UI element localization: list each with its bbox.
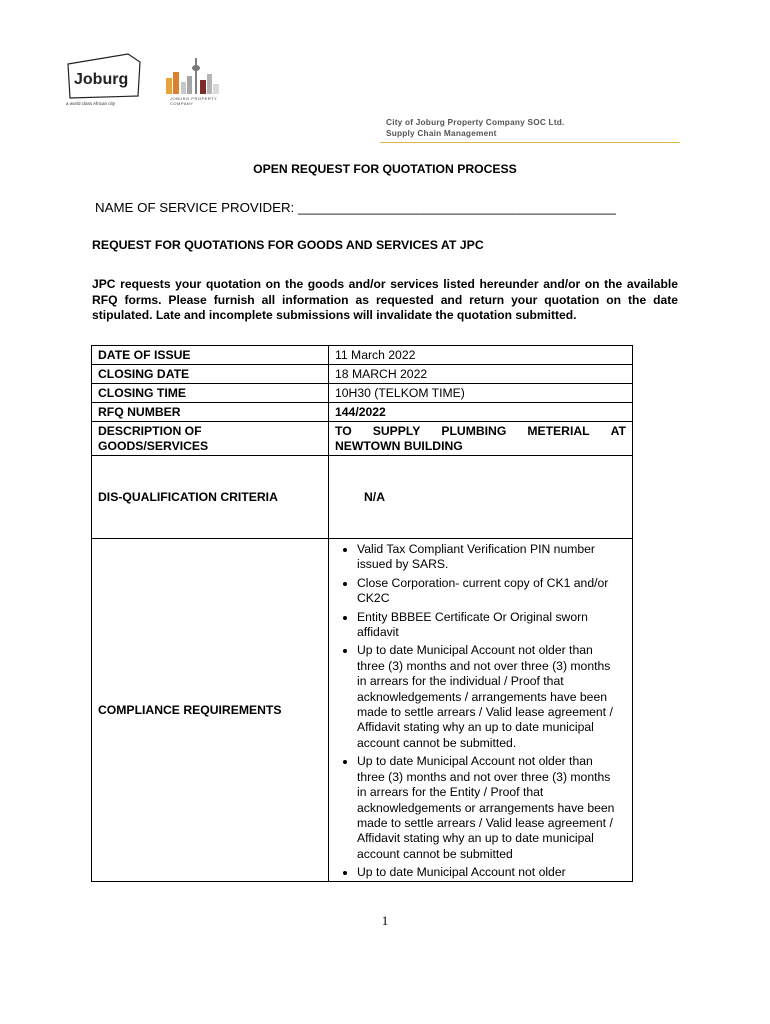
table-row [92, 456, 633, 539]
description-value-line1 [335, 424, 626, 439]
description-value [329, 422, 633, 456]
company-header [386, 117, 565, 139]
closing-time-label: CLOSING TIME [92, 384, 329, 403]
list-item: • Close Corporation- current copy of CK1 and/or CK2C [357, 576, 622, 607]
page-number: 1 [381, 913, 389, 928]
list-item: • Up to date Municipal Account not older than three (3) months and not over three (3) months in arrears for the Entity / Proof that acknowledgements or arrangements have been made to settle arrears / Valid lease agreement / Affidavit stating why an up to date municipal account cannot be submitted [357, 754, 622, 862]
description-label-line1: DESCRIPTION OF [98, 424, 202, 438]
list-item: • Valid Tax Compliant Verification PIN number issued by SARS. [357, 542, 622, 573]
date-of-issue-value: 11 March 2022 [329, 346, 633, 365]
description-word: SUPPLY [372, 424, 421, 438]
table-row [92, 384, 633, 403]
description-label-line2: GOODS/SERVICES [98, 439, 209, 453]
company-name: City of Joburg Property Company SOC Ltd. [386, 117, 565, 127]
compliance-requirements [329, 539, 633, 882]
table-row [92, 422, 633, 456]
jpc-logo [162, 56, 228, 100]
description-word: TO [335, 424, 352, 438]
list-item: • Entity BBBEE Certificate Or Original sworn affidavit [357, 610, 622, 641]
rfq-heading: REQUEST FOR QUOTATIONS FOR GOODS AND SERVICES AT JPC [92, 238, 484, 252]
header-divider [380, 142, 680, 143]
joburg-tagline: a world class African city [66, 101, 116, 106]
table-row [92, 403, 633, 422]
joburg-logo [66, 52, 142, 102]
service-provider-line: NAME OF SERVICE PROVIDER: ___________________________________________ [95, 200, 616, 215]
description-word: PLUMBING [441, 424, 507, 438]
description-value-line2: NEWTOWN BUILDING [335, 439, 463, 453]
date-of-issue-label: DATE OF ISSUE [92, 346, 329, 365]
description-word: AT [610, 424, 626, 438]
closing-time-value: 10H30 (TELKOM TIME) [329, 384, 633, 403]
description-label [92, 422, 329, 456]
compliance-label: COMPLIANCE REQUIREMENTS [92, 539, 329, 882]
disqualification-label: DIS-QUALIFICATION CRITERIA [92, 456, 329, 539]
department-name: Supply Chain Management [386, 128, 497, 138]
rfq-details-table [91, 345, 633, 882]
document-title: OPEN REQUEST FOR QUOTATION PROCESS [253, 162, 517, 176]
list-item: • Up to date Municipal Account not older than three (3) months and not over three (3) months in arrears for the individual / Proof that acknowledgements / arrangements have been made to settle arrears / Valid lease agreement / Affidavit stating why an up to date municipal account cannot be submitted. [357, 643, 622, 751]
list-item: • Up to date Municipal Account not older [357, 865, 622, 880]
table-row [92, 539, 633, 882]
rfq-number-label: RFQ NUMBER [92, 403, 329, 422]
table-row [92, 365, 633, 384]
compliance-list [335, 542, 622, 881]
table-row [92, 346, 633, 365]
closing-date-label: CLOSING DATE [92, 365, 329, 384]
closing-date-value: 18 MARCH 2022 [329, 365, 633, 384]
rfq-number-value: 144/2022 [329, 403, 633, 422]
disqualification-value: N/A [329, 456, 633, 539]
jpc-logo-text: JOBURG PROPERTY COMPANY [170, 96, 218, 106]
joburg-logo-text: Joburg [74, 71, 129, 88]
intro-paragraph: JPC requests your quotation on the goods and/or services listed hereunder and/or on the available RFQ forms. Please furnish all information as requested and return your quotation on the date stipulated. Late and incomplete submissions will invalidate the quotation submitted. [92, 277, 678, 322]
description-word: METERIAL [527, 424, 590, 438]
